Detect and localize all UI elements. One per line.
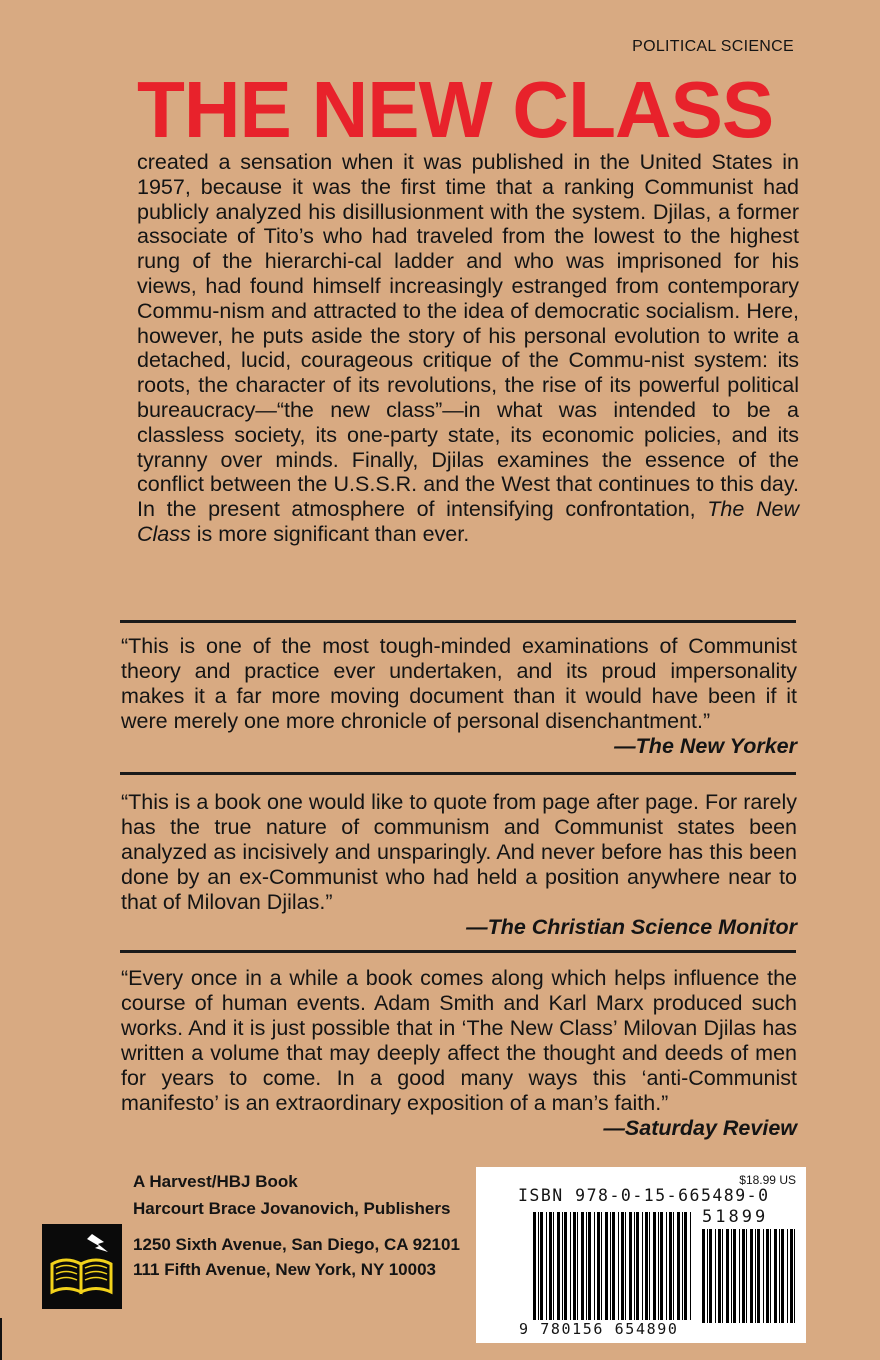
barcode-bar — [658, 1212, 659, 1320]
quote-source: —The New Yorker — [614, 734, 797, 758]
barcode-bar — [618, 1212, 619, 1320]
price-code: 51899 — [702, 1207, 769, 1227]
barcode-bar — [573, 1212, 576, 1320]
divider — [120, 620, 796, 623]
ean-barcode — [533, 1212, 693, 1320]
address-new-york: 111 Fifth Avenue, New York, NY 10003 — [133, 1260, 436, 1279]
barcode-bar — [577, 1212, 578, 1320]
barcode-bar — [612, 1212, 615, 1320]
barcode-bar — [779, 1229, 780, 1323]
barcode-bar — [707, 1229, 708, 1323]
barcode-bar — [621, 1212, 624, 1320]
blurb-ending: is more significant than ever. — [196, 521, 470, 546]
ean-digits: 9 780156 654890 — [519, 1320, 679, 1338]
address-san-diego: 1250 Sixth Avenue, San Diego, CA 92101 — [133, 1235, 460, 1254]
barcode-bar — [557, 1212, 560, 1320]
quote-text: “Every once in a while a book comes along which helps influence the course of human events. Adam Smith and Karl Marx produced such works. And it is just possible that in ‘The New Class’ Milovan Djilas has written a volume that may deeply affect the thought and deeds of men for years to come. In a good many ways this ‘anti-Communist manifesto’ is an extraordinary exposition of a man’s faith.” — [121, 966, 797, 1115]
barcode-bar — [746, 1229, 747, 1323]
barcode-bar — [564, 1212, 567, 1320]
barcode-bar — [742, 1229, 745, 1323]
review-quote-csm — [121, 790, 797, 940]
barcode-bar — [553, 1212, 554, 1320]
barcode-bar — [597, 1212, 600, 1320]
quote-text: “This is a book one would like to quote from page after page. For rarely has the true nature of communism and Communist states been analyzed as incisively and unsparingly. And never before has this been done by an ex-Communist who had held a position anywhere near to that of Milovan Djilas.” — [121, 790, 797, 914]
barcode-bar — [570, 1212, 571, 1320]
barcode-bar — [538, 1212, 539, 1320]
barcode-bar — [673, 1212, 674, 1320]
barcode-bar — [787, 1229, 788, 1323]
barcode-bar — [677, 1212, 680, 1320]
barcode-bar — [755, 1229, 756, 1323]
barcode-label — [476, 1167, 806, 1343]
barcode-bar — [653, 1212, 656, 1320]
barcode-bar — [605, 1212, 608, 1320]
page-edge — [0, 1318, 2, 1360]
barcode-bar — [739, 1229, 740, 1323]
barcode-bar — [794, 1229, 795, 1323]
barcode-bar — [601, 1212, 602, 1320]
review-quote-saturday-review — [121, 966, 797, 1141]
barcode-bar — [660, 1212, 663, 1320]
barcode-bar — [702, 1229, 705, 1323]
barcode-bar — [636, 1212, 639, 1320]
barcode-bar — [645, 1212, 648, 1320]
barcode-bar — [731, 1229, 732, 1323]
barcode-bar — [790, 1229, 793, 1323]
barcode-bar — [763, 1229, 764, 1323]
barcode-bar — [649, 1212, 650, 1320]
barcode-bar — [770, 1229, 771, 1323]
barcode-bar — [629, 1212, 632, 1320]
quote-source: —Saturday Review — [603, 1116, 797, 1140]
barcode-bar — [722, 1229, 723, 1323]
barcode-bar — [610, 1212, 611, 1320]
barcode-bar — [588, 1212, 591, 1320]
barcode-bar — [709, 1229, 712, 1323]
publisher-block — [133, 1168, 450, 1222]
barcode-bar — [726, 1229, 729, 1323]
barcode-bar — [781, 1229, 784, 1323]
barcode-bar — [586, 1212, 587, 1320]
barcode-bar — [581, 1212, 584, 1320]
barcode-bar — [733, 1229, 736, 1323]
barcode-bar — [684, 1212, 687, 1320]
barcode-bar — [540, 1212, 543, 1320]
isbn-text: ISBN 978-0-15-665489-0 — [518, 1186, 770, 1205]
barcode-bar — [634, 1212, 635, 1320]
barcode-bar — [718, 1229, 721, 1323]
barcode-bar — [757, 1229, 760, 1323]
divider — [120, 772, 796, 775]
divider — [120, 950, 796, 953]
barcode-bar — [682, 1212, 683, 1320]
barcode-bar — [690, 1212, 691, 1320]
price-label: $18.99 US — [739, 1173, 796, 1187]
barcode-bar — [546, 1212, 547, 1320]
barcode-bar — [642, 1212, 643, 1320]
barcode-bar — [774, 1229, 777, 1323]
barcode-bar — [594, 1212, 595, 1320]
barcode-bar — [766, 1229, 769, 1323]
barcode-bar — [625, 1212, 626, 1320]
barcode-bar — [533, 1212, 536, 1320]
publisher-imprint: A Harvest/HBJ Book — [133, 1172, 298, 1191]
book-blurb — [137, 150, 799, 547]
blurb-text: created a sensation when it was published in the United States in 1957, because it was the first time that a ranking Communist had publicly analyzed his disillusionment with the system. Djilas, a former associate of Tito’s who had traveled from the lowest to the highest rung of the hierarchi-cal ladder and who was imprisoned for his views, had found himself increasingly estranged from contemporary Commu-nism and attracted to the idea of democratic socialism. Here, however, he puts aside the story of his personal evolution to write a detached, lucid, courageous critique of the Commu-nist system: its roots, the character of its revolutions, the rise of its powerful political bureaucracy—“the new class”—in what was intended to be a classless society, its one-party state, its economic policies, and its tyranny over minds. Finally, Djilas examines the essence of the conflict between the U.S.S.R. and the West that continues to this day. In the present atmosphere of intensifying confrontation, — [137, 150, 799, 522]
review-quote-new-yorker — [121, 634, 797, 759]
blurb-title-italic: The New Class — [137, 497, 799, 546]
category-label: POLITICAL SCIENCE — [632, 38, 794, 55]
barcode-bar — [562, 1212, 563, 1320]
publisher-name: Harcourt Brace Jovanovich, Publishers — [133, 1199, 451, 1218]
book-title: THE NEW CLASS — [137, 65, 774, 154]
quote-text: “This is one of the most tough-minded examinations of Communist theory and practice ever undertaken, and its proud impersonality makes it a far more moving document than it would have been if it were merely one more chronicle of personal disenchantment.” — [121, 634, 797, 733]
barcode-bar — [715, 1229, 716, 1323]
open-book-lightning-icon — [42, 1224, 122, 1309]
supplement-barcode — [702, 1229, 798, 1323]
barcode-bar — [666, 1212, 667, 1320]
barcode-bar — [669, 1212, 672, 1320]
quote-source: —The Christian Science Monitor — [466, 915, 797, 939]
barcode-bar — [549, 1212, 552, 1320]
barcode-bar — [750, 1229, 753, 1323]
publisher-addresses — [133, 1232, 460, 1282]
